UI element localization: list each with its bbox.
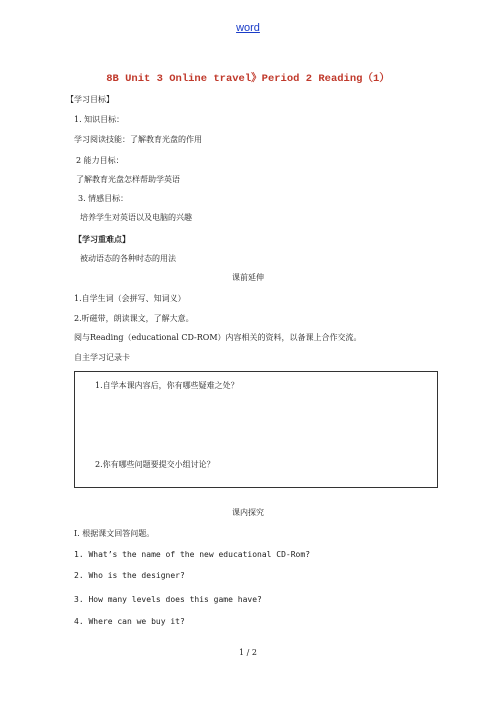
page-number: 1 / 2: [239, 648, 257, 657]
header-link[interactable]: word: [236, 22, 260, 34]
objective-1-label: 1. 知识目标：: [74, 115, 125, 124]
box-question-1: 1.自学本课内容后，你有哪些疑难之处？: [95, 381, 239, 390]
preview-line-3: 阅与Reading（educational CD-ROM）内容相关的资料，以备课上合作交流。: [74, 333, 362, 342]
objectives-heading: 【学习目标】: [66, 95, 114, 104]
study-record-box: [74, 371, 438, 488]
objective-2-text: 了解教育光盘怎样帮助学英语: [76, 175, 180, 184]
objective-3-text: 培养学生对英语以及电脑的兴趣: [80, 213, 192, 222]
preview-line-1: 1.自学生词（会拼写、知词义）: [74, 294, 186, 303]
box-question-2: 2.你有哪些问题要提交小组讨论？: [95, 460, 215, 469]
key-points-heading: 【学习重难点】: [74, 234, 130, 244]
document-title: 8B Unit 3 Online travel》Period 2 Reading（1）: [106, 73, 390, 85]
question-1: 1. What’s the name of the new educational CD-Rom?: [74, 550, 311, 559]
preview-heading: 课前延伸: [232, 273, 264, 282]
key-points-text: 被动语态的各种时态的用法: [80, 254, 176, 263]
objective-1-text: 学习阅读技能：了解教育光盘的作用: [74, 135, 202, 144]
explore-section: Ⅰ. 根据课文回答问题。: [74, 529, 155, 538]
objective-2-label: 2 能力目标：: [76, 156, 124, 165]
objective-3-label: 3. 情感目标：: [78, 194, 129, 203]
question-2: 2. Who is the designer?: [74, 571, 185, 580]
explore-heading: 课内探究: [232, 508, 264, 517]
question-4: 4. Where can we buy it?: [74, 617, 185, 626]
question-3: 3. How many levels does this game have?: [74, 595, 262, 604]
preview-line-2: 2.听磁带，朗读课文，了解大意。: [74, 314, 194, 323]
study-card-label: 自主学习记录卡: [74, 353, 130, 362]
